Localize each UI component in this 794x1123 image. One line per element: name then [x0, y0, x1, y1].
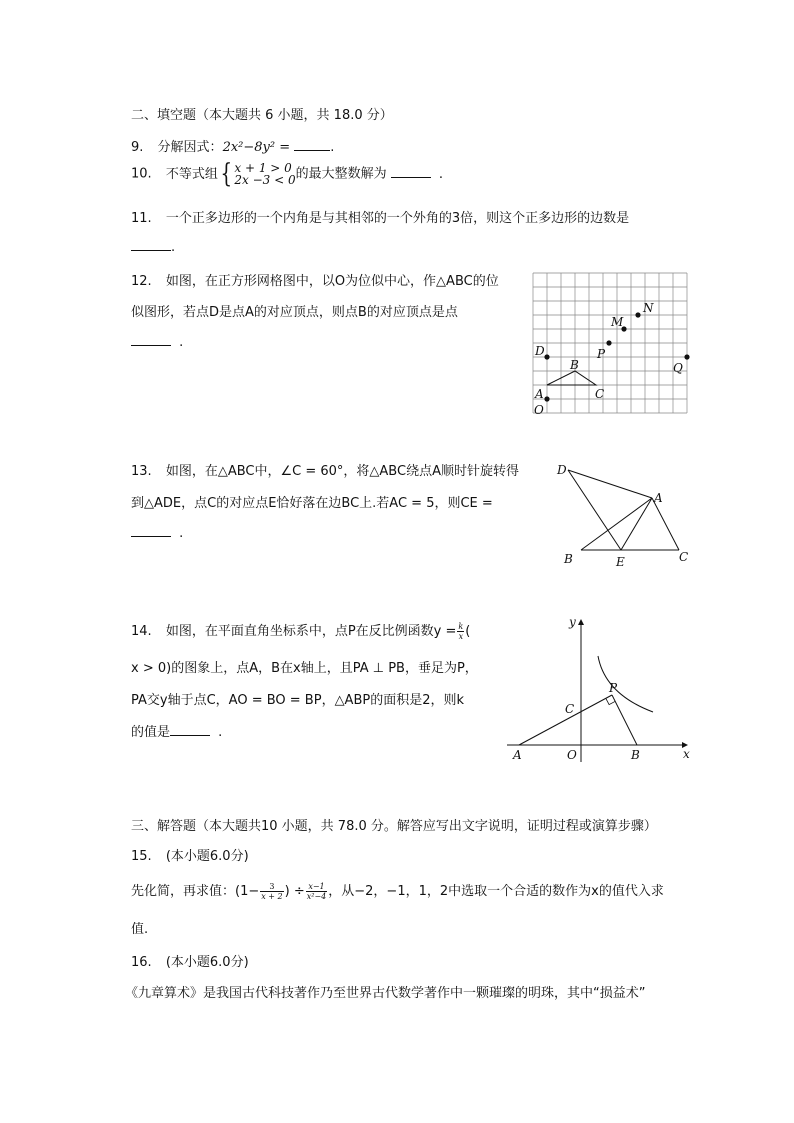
question-13-answer-line [131, 524, 183, 541]
point-p [606, 340, 611, 345]
question-15-header [131, 845, 249, 864]
label-q: Q [673, 361, 683, 375]
question-12-line-2: 似图形，若点D是点A的对应顶点，则点B的对应顶点是点 [131, 305, 458, 320]
question-14-line-1 [131, 620, 470, 641]
inequality-system [234, 162, 295, 186]
question-15-line-2: 值. [131, 922, 149, 937]
label-a: A [535, 387, 544, 401]
period: . [179, 526, 184, 541]
math-expression: 2x²−8y² = [222, 140, 291, 155]
question-text: ) ÷ [284, 884, 305, 899]
label-y: y [569, 615, 576, 629]
label-o: O [534, 403, 544, 417]
label-c: C [565, 702, 575, 716]
point-o [544, 396, 549, 401]
inequality-1: x + 1 > 0 [234, 161, 292, 175]
label-a: A [513, 748, 522, 762]
point-n [635, 312, 640, 317]
period: . [218, 725, 223, 740]
question-12-line-1 [131, 270, 499, 289]
question-16-header [131, 951, 249, 970]
question-text: 先化简，再求值：(1− [131, 884, 260, 899]
question-text: 如图，在平面直角坐标系中，点P在反比例函数y = [165, 624, 457, 639]
question-text: 的值是 [131, 725, 171, 740]
question-number: 14. [131, 624, 152, 639]
question-text: ，从−2，−1，1，2中选取一个合适的数作为x的值代入求 [328, 884, 664, 899]
question-text: 的最大整数解为 [295, 166, 387, 182]
q12-grid-figure [528, 268, 698, 418]
point-d [544, 354, 549, 359]
question-15-line-1 [131, 880, 664, 901]
fraction-k-over-x [457, 622, 464, 641]
answer-blank[interactable] [131, 524, 171, 537]
label-c: C [595, 387, 605, 401]
fraction-denominator: x [458, 632, 464, 641]
label-n: N [643, 301, 654, 315]
point-q [684, 354, 689, 359]
label-o: O [567, 748, 577, 762]
question-number: 11. [131, 211, 152, 226]
question-14-line-2: x > 0)的图象上，点A，B在x轴上，且PA ⊥ PB，垂足为P， [131, 661, 478, 676]
inequality-2: 2x −3 < 0 [234, 173, 296, 187]
question-text: 一个正多边形的一个内角是与其相邻的一个外角的3倍，则这个正多边形的边数是 [165, 211, 630, 226]
answer-blank[interactable] [294, 138, 330, 151]
label-m: M [611, 315, 624, 329]
question-13-line-1 [131, 460, 519, 479]
period: . [438, 166, 444, 182]
label-b: B [631, 748, 640, 762]
section-heading-fill-blank: 二、填空题（本大题共 6 小题，共 18.0 分） [131, 108, 393, 123]
fraction-denominator: x + 2 [261, 892, 283, 901]
question-13-line-2: 到△ADE，点C的对应点E恰好落在边BC上.若AC = 5，则CE = [131, 496, 493, 511]
label-p: P [597, 347, 606, 361]
question-14-line-3: PA交y轴于点C，AO = BO = BP，△ABP的面积是2，则k [131, 693, 465, 708]
question-number: 10. [131, 166, 152, 182]
period: . [179, 335, 184, 350]
figure-lines [568, 470, 679, 550]
open-paren: ( [465, 624, 471, 639]
question-9 [131, 136, 334, 155]
question-lead: 不等式组 [165, 166, 218, 182]
label-a: A [654, 491, 663, 505]
label-e: E [616, 555, 625, 569]
question-score: (本小题6.0分) [165, 955, 249, 970]
fraction-x-minus-1-over-x-squared-minus-4 [306, 882, 328, 901]
fraction-numerator: k [458, 622, 464, 631]
answer-blank[interactable] [131, 238, 171, 251]
question-text: 分解因式： [157, 140, 223, 155]
hyperbola-curve [598, 656, 653, 712]
q13-triangle-figure [552, 458, 700, 570]
period: . [330, 140, 335, 155]
label-b: B [570, 358, 579, 372]
answer-blank[interactable] [131, 333, 171, 346]
label-p: P [609, 681, 618, 695]
question-14-line-4 [131, 721, 222, 740]
question-number: 12. [131, 274, 152, 289]
label-d: D [535, 344, 545, 358]
period: . [171, 240, 176, 255]
question-number: 13. [131, 464, 152, 479]
question-16-text: 《九章算术》是我国古代科技著作乃至世界古代数学著作中一颗璀璨的明珠，其中“损益术” [125, 986, 646, 1001]
section-heading-solve: 三、解答题（本大题共10 小题，共 78.0 分。解答应写出文字说明，证明过程或演算步骤） [131, 819, 657, 834]
question-score: (本小题6.0分) [165, 849, 249, 864]
fraction-numerator: 3 [260, 882, 283, 892]
answer-blank[interactable] [170, 723, 210, 736]
fraction-3-over-x-plus-2 [260, 882, 283, 901]
label-d: D [557, 463, 567, 477]
question-10 [131, 159, 444, 189]
question-12-answer-line [131, 333, 183, 350]
label-b: B [564, 552, 573, 566]
question-11-answer-line [131, 238, 175, 255]
question-text: 如图，在正方形网格图中，以O为位似中心，作△ABC的位 [165, 274, 499, 289]
question-number: 9. [131, 140, 144, 155]
label-x: x [683, 747, 690, 761]
question-text: 如图，在△ABC中，∠C = 60°，将△ABC绕点A顺时针旋转得 [165, 464, 519, 479]
question-number: 16. [131, 955, 152, 970]
question-number: 15. [131, 849, 152, 864]
question-11 [131, 207, 629, 226]
brace-symbol: { [220, 159, 232, 189]
q14-coordinate-figure [505, 612, 697, 767]
answer-blank[interactable] [391, 165, 431, 178]
label-c: C [679, 550, 689, 564]
fraction-denominator: x²−4 [306, 892, 327, 901]
fraction-numerator: x−1 [306, 882, 328, 892]
